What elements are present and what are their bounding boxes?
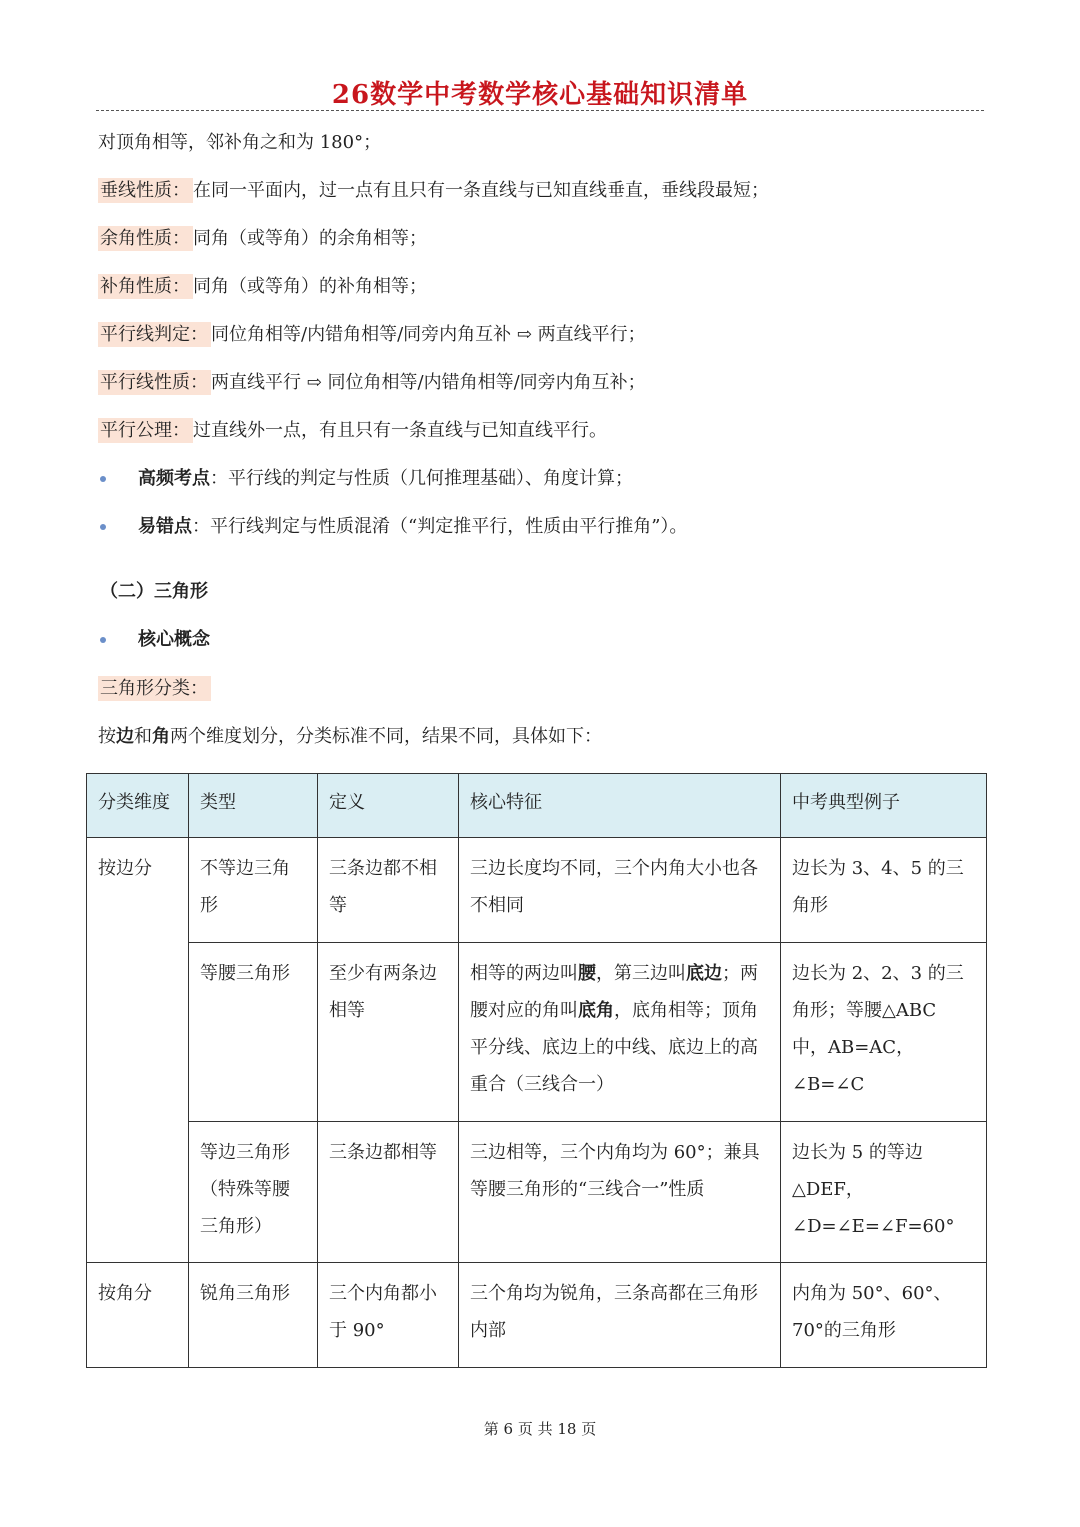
bullet-label: 核心概念 — [138, 629, 210, 650]
cell-feature: 三个角均为锐角，三条高都在三角形内部 — [459, 1263, 781, 1368]
intro-paragraph — [98, 725, 602, 749]
line-text: 在同一平面内，过一点有且只有一条直线与已知直线垂直，垂线段最短； — [193, 180, 769, 201]
intro-keyword: 边 — [116, 726, 134, 747]
bullet-core-concept — [98, 628, 210, 652]
line-text: 同角（或等角）的补角相等； — [193, 276, 427, 297]
bullet-high-frequency — [98, 467, 633, 491]
cell-feature — [459, 943, 781, 1122]
table-header-row — [87, 774, 987, 838]
group-by-angle: 按角分 — [87, 1263, 189, 1368]
table-row — [87, 1263, 987, 1368]
cell-example: 边长为 3、4、5 的三角形 — [781, 838, 987, 943]
feature-text: ；两腰对应的角叫 — [470, 963, 758, 1021]
text-line-parallel-properties — [98, 371, 646, 395]
bullet-text: ：平行线的判定与性质（几何推理基础）、角度计算； — [210, 468, 633, 489]
cell-example: 边长为 5 的等边△DEF，∠D=∠E=∠F=60° — [781, 1122, 987, 1263]
line-text: 两直线平行 ⇨ 同位角相等/内错角相等/同旁内角互补； — [211, 372, 646, 393]
highlight-label: 平行公理： — [98, 418, 193, 443]
feature-text: ，第三边叫 — [596, 963, 686, 984]
intro-text: 两个维度划分，分类标准不同，结果不同，具体如下： — [170, 726, 602, 747]
text-line-parallel-criteria — [98, 323, 646, 347]
table-row — [87, 943, 987, 1122]
intro-text: 按 — [98, 726, 116, 747]
bullet-text: ：平行线判定与性质混淆（“判定推平行，性质由平行推角”）。 — [192, 516, 688, 537]
header-example: 中考典型例子 — [781, 774, 987, 838]
line-text: 同位角相等/内错角相等/同旁内角互补 ⇨ 两直线平行； — [211, 324, 646, 345]
text-line-perpendicular — [98, 179, 769, 203]
text-line-complementary — [98, 227, 427, 251]
cell-example: 内角为 50°、60°、70°的三角形 — [781, 1263, 987, 1368]
highlight-label: 平行线判定： — [98, 322, 211, 347]
bullet-common-mistake — [98, 515, 687, 539]
sub-heading — [98, 677, 211, 701]
header-feature: 核心特征 — [459, 774, 781, 838]
line-text: 过直线外一点，有且只有一条直线与已知直线平行。 — [193, 420, 607, 441]
section-heading: （二）三角形 — [100, 581, 208, 602]
header-type: 类型 — [189, 774, 318, 838]
text-line-vertical-angles — [98, 131, 381, 155]
header-dimension: 分类维度 — [87, 774, 189, 838]
cell-feature: 三边长度均不同，三个内角大小也各不相同 — [459, 838, 781, 943]
bullet-label: 易错点 — [138, 516, 192, 537]
cell-definition: 三个内角都小于 90° — [318, 1263, 459, 1368]
cell-type: 等边三角形（特殊等腰三角形） — [189, 1122, 318, 1263]
highlight-label: 垂线性质： — [98, 178, 193, 203]
page-footer: 第 6 页 共 18 页 — [483, 1420, 597, 1438]
intro-keyword: 角 — [152, 726, 170, 747]
header-definition: 定义 — [318, 774, 459, 838]
table-row — [87, 1122, 987, 1263]
bullet-dot-icon — [100, 524, 106, 530]
table-row — [87, 838, 987, 943]
feature-text: 相等的两边叫 — [470, 963, 578, 984]
feature-keyword: 腰 — [578, 963, 596, 984]
cell-type: 不等边三角形 — [189, 838, 318, 943]
text-line-parallel-axiom — [98, 419, 607, 443]
cell-definition: 三条边都相等 — [318, 1122, 459, 1263]
cell-definition: 三条边都不相等 — [318, 838, 459, 943]
line-text: 同角（或等角）的余角相等； — [193, 228, 427, 249]
cell-example: 边长为 2、2、3 的三角形；等腰△ABC 中，AB=AC，∠B=∠C — [781, 943, 987, 1122]
cell-type: 等腰三角形 — [189, 943, 318, 1122]
highlight-label: 平行线性质： — [98, 370, 211, 395]
bullet-label: 高频考点 — [138, 468, 210, 489]
title-divider — [96, 110, 984, 111]
bullet-dot-icon — [100, 476, 106, 482]
feature-keyword: 底角 — [578, 1000, 614, 1021]
feature-text: ，底角相等；顶角平分线、底边上的中线、底边上的高重合（三线合一） — [470, 1000, 758, 1095]
cell-type: 锐角三角形 — [189, 1263, 318, 1368]
text-line-supplementary — [98, 275, 427, 299]
group-by-side: 按边分 — [87, 838, 189, 1263]
classification-table — [86, 773, 987, 1368]
bullet-dot-icon — [100, 637, 106, 643]
cell-definition: 至少有两条边相等 — [318, 943, 459, 1122]
highlight-label: 三角形分类： — [98, 676, 211, 701]
highlight-label: 余角性质： — [98, 226, 193, 251]
line-text: 对顶角相等，邻补角之和为 180°； — [98, 132, 382, 153]
intro-text: 和 — [134, 726, 152, 747]
highlight-label: 补角性质： — [98, 274, 193, 299]
page-title: 26数学中考数学核心基础知识清单 — [331, 80, 749, 110]
feature-keyword: 底边 — [686, 963, 722, 984]
cell-feature: 三边相等，三个内角均为 60°；兼具等腰三角形的“三线合一”性质 — [459, 1122, 781, 1263]
